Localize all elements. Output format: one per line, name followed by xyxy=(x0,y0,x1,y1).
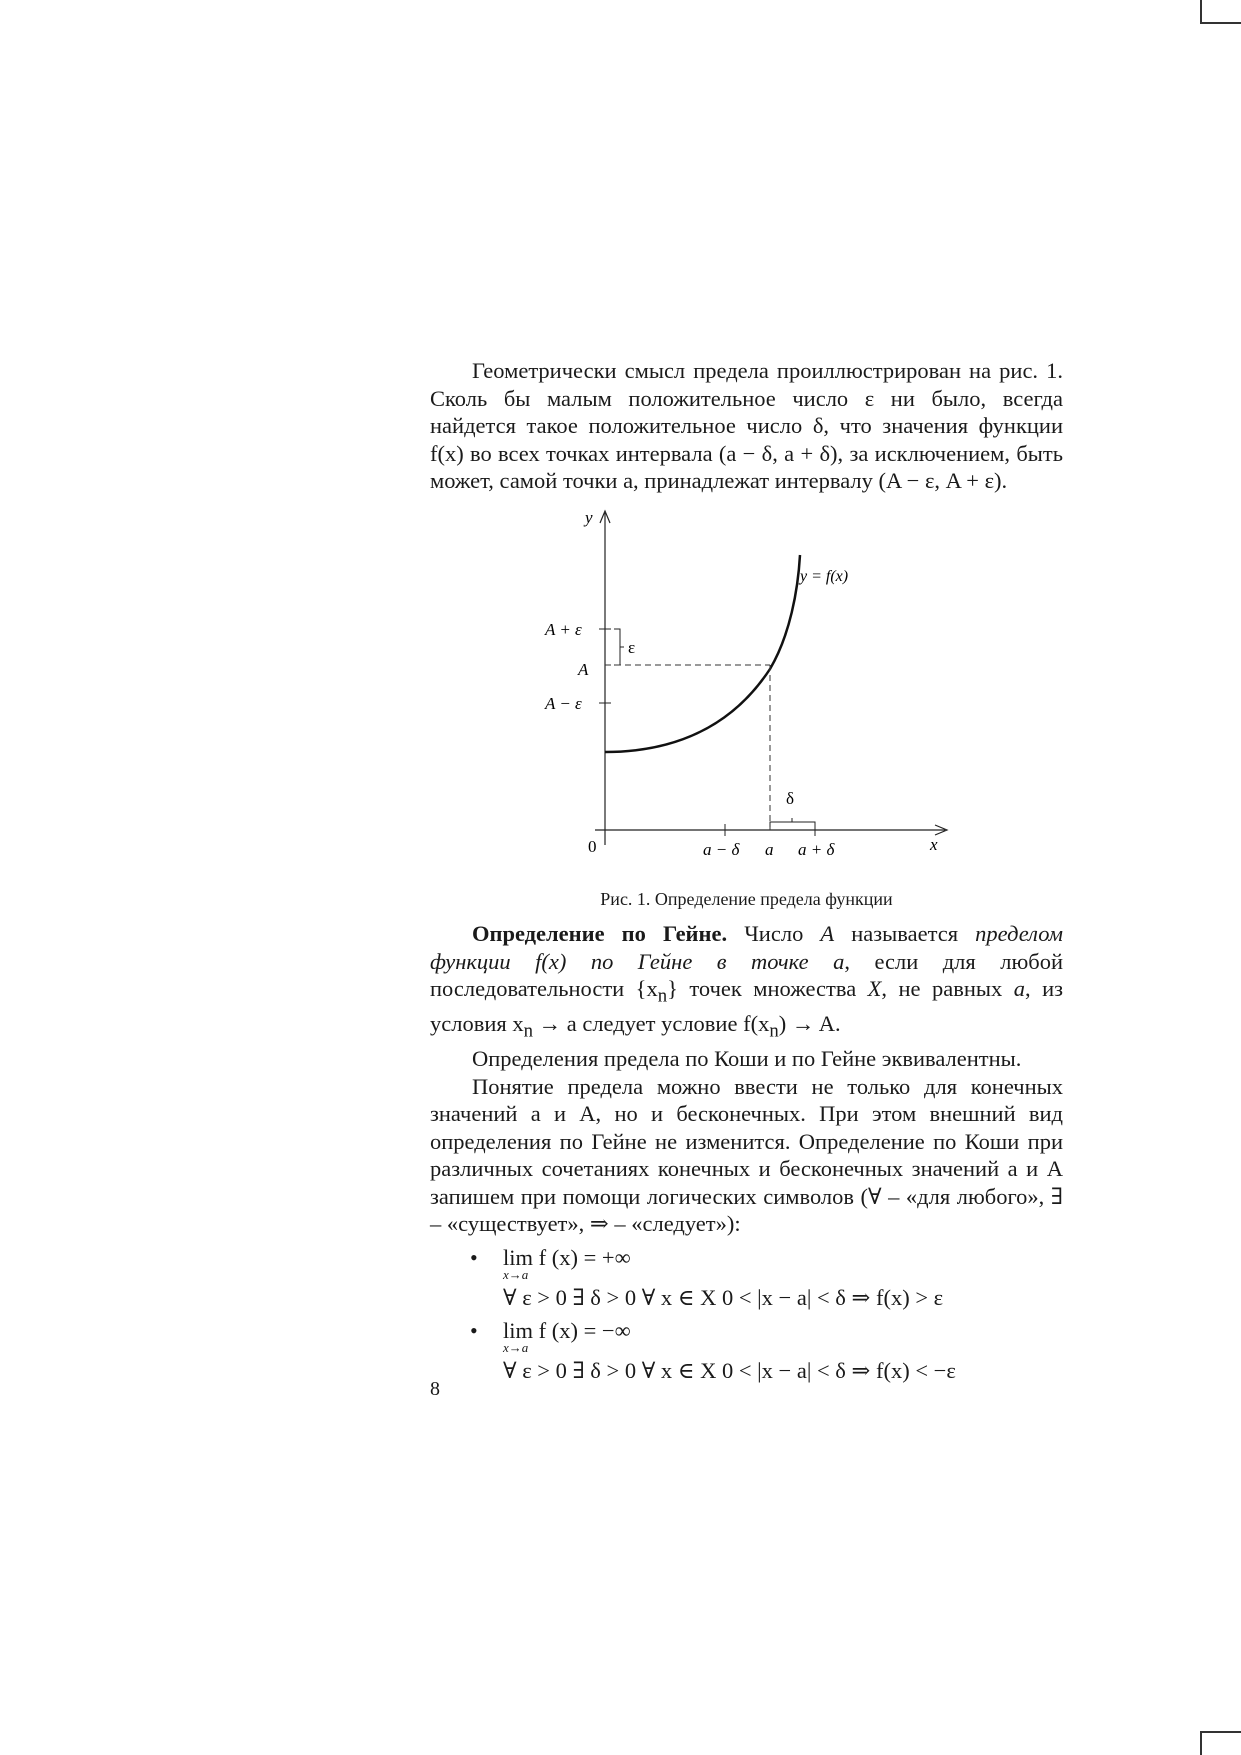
text-run: , не равных xyxy=(881,976,1014,1001)
page-number: 8 xyxy=(430,1378,440,1400)
tick-label-A-plus-eps: A + ε xyxy=(545,620,582,639)
limit-condition: ∀ ε > 0 ∃ δ > 0 ∀ x ∈ X 0 < |x − a| < δ ⇒ f(x) > ε xyxy=(503,1284,944,1310)
epsilon-label: ε xyxy=(628,638,636,657)
tick-label-A-minus-eps: A − ε xyxy=(545,694,582,713)
bullet-list xyxy=(430,1244,1063,1390)
limit-condition: ∀ ε > 0 ∃ δ > 0 ∀ x ∈ X 0 < |x − a| < δ ⇒ f(x) < −ε xyxy=(503,1357,956,1383)
subscript: n xyxy=(657,985,668,1007)
paragraph-equivalence: Определения предела по Коши и по Гейне эквивалентны. xyxy=(472,1046,1022,1071)
defined-term: пределом функции f(x) по Гейне в точке a xyxy=(430,921,1063,974)
text-run: , из условия x xyxy=(430,976,1064,1036)
text-run: называется xyxy=(834,921,976,946)
delta-label: δ xyxy=(786,789,795,808)
limit-subscript: x→a xyxy=(503,1266,529,1282)
epsilon-bracket xyxy=(614,629,620,665)
y-axis-label: y xyxy=(585,508,593,527)
limit-expression: lim f (x) = −∞ xyxy=(503,1317,631,1343)
heine-title: Определение по Гейне. xyxy=(472,921,728,946)
tick-label-A: A xyxy=(578,660,589,679)
bullet-dot: • xyxy=(470,1244,478,1270)
tick-label-a: a xyxy=(765,840,774,859)
text-run: X xyxy=(867,976,882,1001)
limit-expression: lim f (x) = +∞ xyxy=(503,1244,631,1270)
text-run: → a следует условие f(x xyxy=(532,1011,770,1036)
tick-label-a-plus-delta: a + δ xyxy=(798,840,835,859)
paragraph-infinite-limits: Понятие предела можно ввести не только для конечных значений a и A, но и бесконечных. При этом внешний вид определения по Гейне не изменится. Определение по Коши при различных сочетаниях конечных и бесконечных значений a и A запишем при помощи логических символов (∀ – «для любого», ∃ – «существует», ⇒ – «следует»): xyxy=(430,1073,1063,1236)
text-run: } точек множества xyxy=(667,976,868,1001)
x-axis-label: x xyxy=(930,835,938,854)
bullet-dot: • xyxy=(470,1317,478,1343)
curve-label: y = f(x) xyxy=(800,568,849,585)
limit-figure xyxy=(530,505,980,875)
list-item xyxy=(430,1317,1063,1357)
text-run: a xyxy=(1013,976,1025,1001)
text-run: ) → A. xyxy=(778,1011,841,1036)
subscript: n xyxy=(523,1020,533,1042)
delta-bracket xyxy=(770,822,815,827)
text-run: , если для любой последовательности {x xyxy=(430,948,1063,1001)
figure-caption: Рис. 1. Определение предела функции xyxy=(600,889,893,909)
paragraph-text: Геометрически смысл предела проиллюстрирован на рис. 1. Сколь бы малым положительное число ε ни было, всегда найдется такое положительное число δ, что значения функции f(x) во всех точках интервала (a − δ, a + δ), за исключением, быть может, самой точки a, принадлежат интервалу (A − ε, A + ε). xyxy=(430,358,1063,493)
origin-label: 0 xyxy=(588,837,597,856)
paragraph-geometric-meaning xyxy=(430,357,1063,495)
list-item xyxy=(430,1244,1063,1284)
text-run: Число xyxy=(727,921,821,946)
subscript: n xyxy=(769,1020,779,1042)
heine-section xyxy=(430,920,1063,1390)
limit-subscript: x→a xyxy=(503,1339,529,1355)
heine-definition xyxy=(430,920,1063,1045)
crop-mark-bottom xyxy=(1200,1733,1202,1755)
crop-mark-top-h xyxy=(1200,22,1241,24)
crop-mark-bottom-h xyxy=(1200,1731,1241,1733)
text-run: A xyxy=(820,921,835,946)
crop-mark-top xyxy=(1200,0,1202,22)
tick-label-a-minus-delta: a − δ xyxy=(703,840,740,859)
